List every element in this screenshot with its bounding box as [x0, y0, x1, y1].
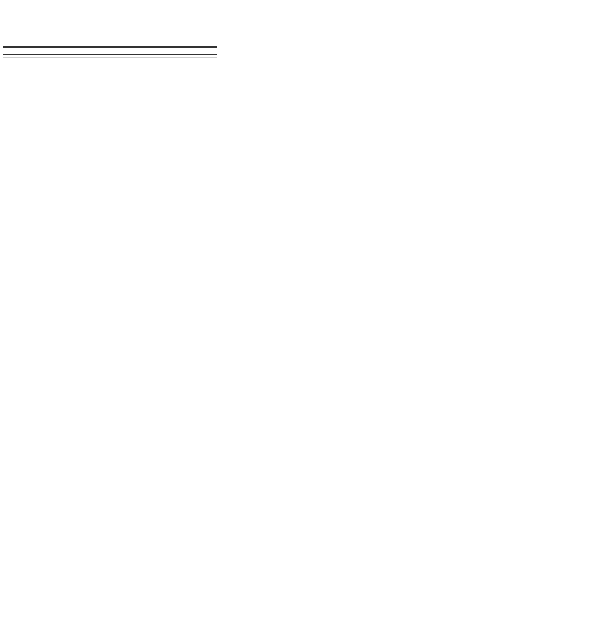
facts-header	[3, 48, 217, 55]
facts-section-label	[3, 55, 217, 58]
nutrition-facts-table	[3, 46, 217, 58]
product-info-column	[250, 44, 590, 53]
